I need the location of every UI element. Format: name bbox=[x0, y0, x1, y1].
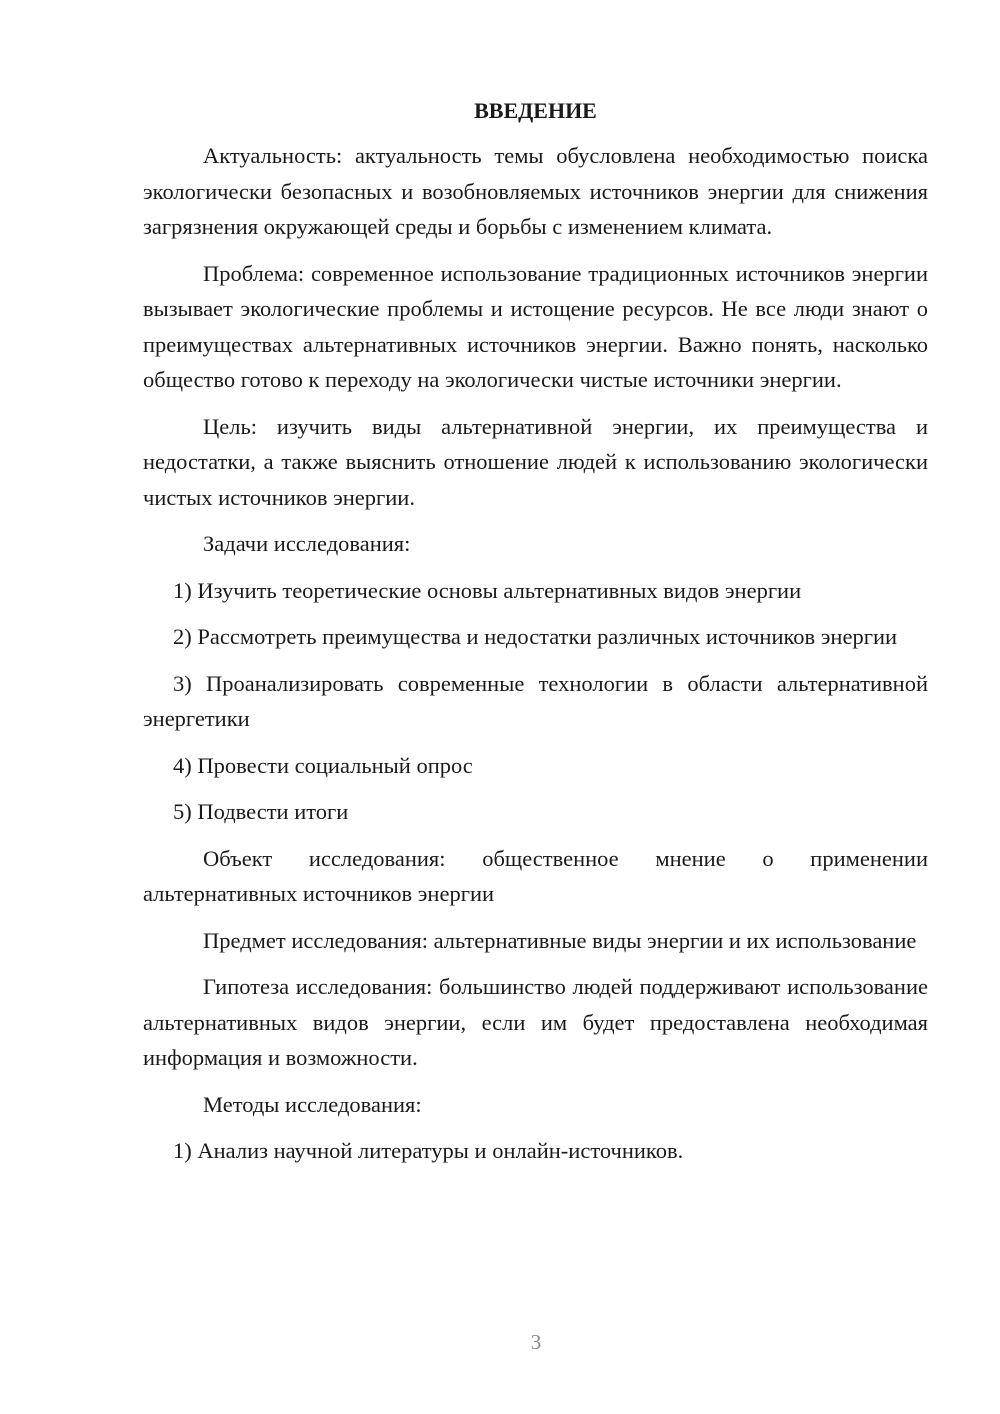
page-number: 3 bbox=[530, 1330, 542, 1354]
task-item-2: 2) Рассмотреть преимущества и недостатки различных источников энергии bbox=[173, 624, 898, 649]
hypothesis-paragraph: Гипотеза исследования: большинство людей поддерживают использование альтернативных видов энергии, если им будет предоставлена необходимая информация и возможности. bbox=[143, 974, 928, 1070]
text-body bbox=[143, 138, 928, 1169]
task-item-5: 5) Подвести итоги bbox=[173, 799, 349, 824]
page-title: ВВЕДЕНИЕ bbox=[474, 98, 597, 123]
page-content bbox=[143, 91, 928, 1180]
goal-paragraph: Цель: изучить виды альтернативной энергии, их преимущества и недостатки, а также выяснить отношение людей к использованию экологически чистых источников энергии. bbox=[143, 413, 928, 510]
object-paragraph: Объект исследования: общественное мнение о применении альтернативных источников энергии bbox=[143, 845, 928, 906]
task-item-4: 4) Провести социальный опрос bbox=[173, 752, 473, 778]
tasks-heading: Задачи исследования: bbox=[203, 531, 411, 556]
task-item-3: 3) Проанализировать современные технологии в области альтернативной энергетики bbox=[143, 670, 928, 731]
methods-heading: Методы исследования: bbox=[203, 1091, 422, 1117]
relevance-paragraph: Актуальность: актуальность темы обусловлена необходимостью поиска экологически безопасных и возобновляемых источников энергии для снижения загрязнения окружающей среды и борьбы с изменением климата. bbox=[143, 143, 928, 239]
task-item-1: 1) Изучить теоретические основы альтернативных видов энергии bbox=[173, 577, 802, 603]
method-item-1: 1) Анализ научной литературы и онлайн-источников. bbox=[173, 1138, 684, 1163]
subject-paragraph: Предмет исследования: альтернативные виды энергии и их использование bbox=[203, 927, 917, 953]
problem-paragraph: Проблема: современное использование традиционных источников энергии вызывает экологические проблемы и истощение ресурсов. Не все люди знают о преимуществах альтернативных источников энергии. Важно понять, насколько общество готово к переходу на экологически чистые источники энергии. bbox=[143, 260, 928, 392]
